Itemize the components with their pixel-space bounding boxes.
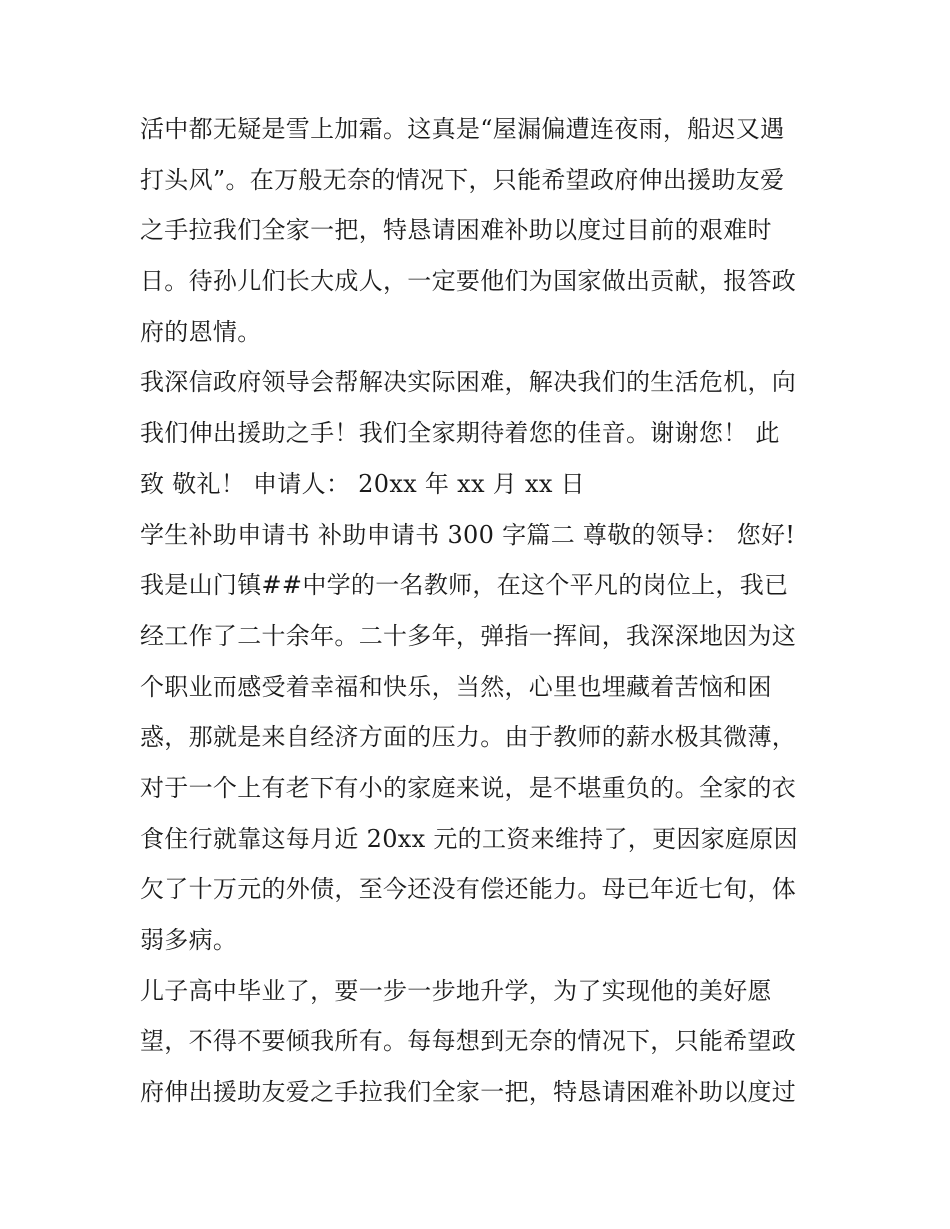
text-line: 打头风”。在万般无奈的情况下，只能希望政府伸出援助友爱 — [140, 165, 785, 194]
text-line: 欠了十万元的外债，至今还没有偿还能力。母已年近七旬，体 — [140, 875, 797, 904]
text-line: 对于一个上有老下有小的家庭来说，是不堪重负的。全家的衣 — [140, 773, 797, 802]
text-line: 之手拉我们全家一把，特恳请困难补助以度过目前的艰难时 — [140, 216, 772, 245]
text-line: 个职业而感受着幸福和快乐，当然，心里也埋藏着苦恼和困 — [140, 672, 772, 701]
text-line: 府的恩情。 — [140, 317, 262, 346]
text-line: 致 敬礼！ 申请人： 20xx 年 xx 月 xx 日 — [140, 469, 585, 498]
document-body — [140, 104, 820, 1118]
text-line: 活中都无疑是雪上加霜。这真是“屋漏偏遭连夜雨，船迟又遇 — [140, 115, 785, 143]
text-line: 日。待孙儿们长大成人，一定要他们为国家做出贡献，报答政 — [140, 267, 797, 296]
text-line: 儿子高中毕业了，要一步一步地升学，为了实现他的美好愿 — [140, 976, 772, 1005]
text-line: 食住行就靠这每月近 20xx 元的工资来维持了，更因家庭原因 — [140, 824, 798, 853]
text-line: 学生补助申请书 补助申请书 300 字篇二 尊敬的领导： 您好! — [140, 520, 796, 549]
text-line: 惑，那就是来自经济方面的压力。由于教师的薪水极其微薄， — [140, 723, 797, 752]
text-line: 府伸出援助友爱之手拉我们全家一把，特恳请困难补助以度过 — [140, 1078, 797, 1107]
text-line: 望，不得不要倾我所有。每每想到无奈的情况下，只能希望政 — [140, 1027, 797, 1056]
text-line: 我们伸出援助之手！我们全家期待着您的佳音。谢谢您！ 此 — [140, 419, 780, 448]
text-line: 弱多病。 — [140, 926, 238, 954]
text-line: 我深信政府领导会帮解决实际困难，解决我们的生活危机，向 — [140, 368, 797, 397]
text-line: 经工作了二十余年。二十多年，弹指一挥间，我深深地因为这 — [140, 621, 797, 650]
text-line: 我是山门镇##中学的一名教师，在这个平凡的岗位上，我已 — [140, 571, 789, 600]
